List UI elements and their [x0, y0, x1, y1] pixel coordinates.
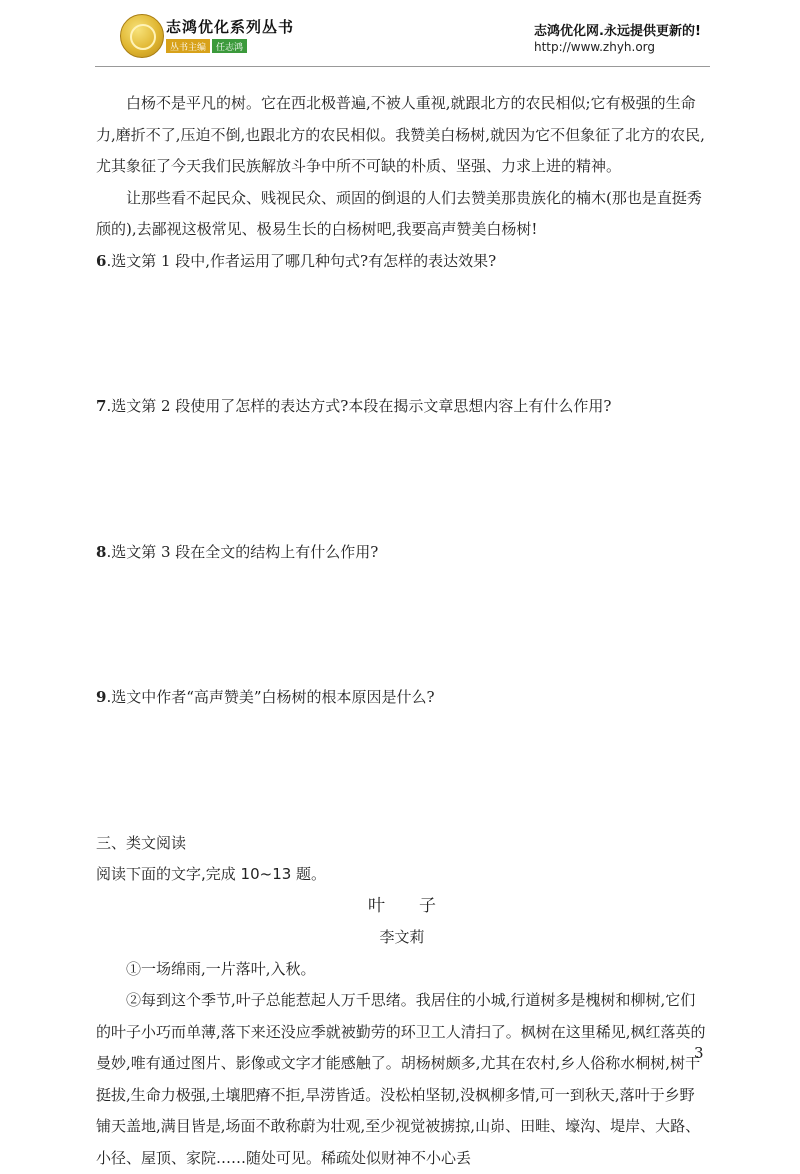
- editor-label: 丛书主编: [166, 39, 210, 53]
- header-url: http://www.zhyh.org: [534, 40, 656, 54]
- article-paragraph: ①一场绵雨,一片落叶,入秋。: [126, 959, 316, 978]
- article-author: 李文莉: [379, 928, 425, 946]
- series-title: 志鸿优化系列丛书: [166, 18, 295, 36]
- question-number: 7: [96, 397, 107, 415]
- question-text: .选文中作者“高声赞美”白杨树的根本原因是什么?: [106, 688, 435, 706]
- question-9: [96, 682, 708, 714]
- series-logo-icon: [120, 14, 164, 58]
- question-number: 9: [96, 688, 107, 706]
- question-text: .选文第 2 段使用了怎样的表达方式?本段在揭示文章思想内容上有什么作用?: [106, 397, 612, 415]
- section-heading: 三、类文阅读: [96, 833, 187, 852]
- passage-paragraph: 白杨不是平凡的树。它在西北极普遍,不被人重视,就跟北方的农民相似;它有极强的生命力,磨折不了,压迫不倒,也跟北方的农民相似。我赞美白杨树,就因为它不但象征了北方的农民,尤其象征了今天我们民族解放斗争中所不可缺的朴质、坚强、力求上进的精神。: [96, 94, 705, 175]
- page-number: 3: [694, 1044, 704, 1062]
- question-number: 8: [96, 542, 107, 561]
- header-divider: [95, 66, 710, 67]
- question-8: [96, 537, 708, 569]
- section-instruction: 阅读下面的文字,完成 10~13 题。: [96, 865, 327, 883]
- page-content: [96, 88, 708, 1174]
- answer-space: [96, 277, 708, 335]
- question-6: [96, 246, 708, 278]
- question-number: 6: [96, 251, 107, 270]
- editor-name: 任志鸿: [212, 39, 247, 53]
- article-paragraph: ②每到这个季节,叶子总能惹起人万千思绪。我居住的小城,行道树多是槐树和柳树,它们的叶子小巧而单薄,落下来还没应季就被勤劳的环卫工人清扫了。枫树在这里稀见,枫红落英的曼妙,唯有通过图片、影像或文字才能感触了。胡杨树颇多,尤其在农村,乡人俗称水桐树,树干挺拔,生命力极强,土壤肥瘠不拒,旱涝皆适。没松柏坚韧,没枫柳多情,可一到秋天,落叶于乡野铺天盖地,满目皆是,场面不敢称蔚为壮观,至少视觉被掳掠,山峁、田畦、壕沟、堤岸、大路、小径、屋顶、家院……随处可见。稀疏处似财神不小心丢: [96, 991, 706, 1167]
- answer-space: [96, 335, 708, 391]
- header-slogan: 志鸿优化网.永远提供更新的!: [534, 24, 701, 39]
- answer-space: [96, 772, 708, 828]
- page-header: [0, 0, 800, 70]
- answer-space: [96, 568, 708, 626]
- passage-paragraph: 让那些看不起民众、贱视民众、顽固的倒退的人们去赞美那贵族化的楠木(那也是直挺秀颀的),去鄙视这极常见、极易生长的白杨树吧,我要高声赞美白杨树!: [96, 188, 702, 238]
- question-7: [96, 391, 708, 423]
- question-text: .选文第 1 段中,作者运用了哪几种句式?有怎样的表达效果?: [106, 251, 497, 270]
- answer-space: [96, 714, 708, 772]
- answer-space: [96, 423, 708, 481]
- article-title: 叶 子: [368, 895, 436, 916]
- question-text: .选文第 3 段在全文的结构上有什么作用?: [106, 542, 379, 561]
- editor-tag: [166, 39, 247, 53]
- answer-space: [96, 626, 708, 682]
- answer-space: [96, 481, 708, 537]
